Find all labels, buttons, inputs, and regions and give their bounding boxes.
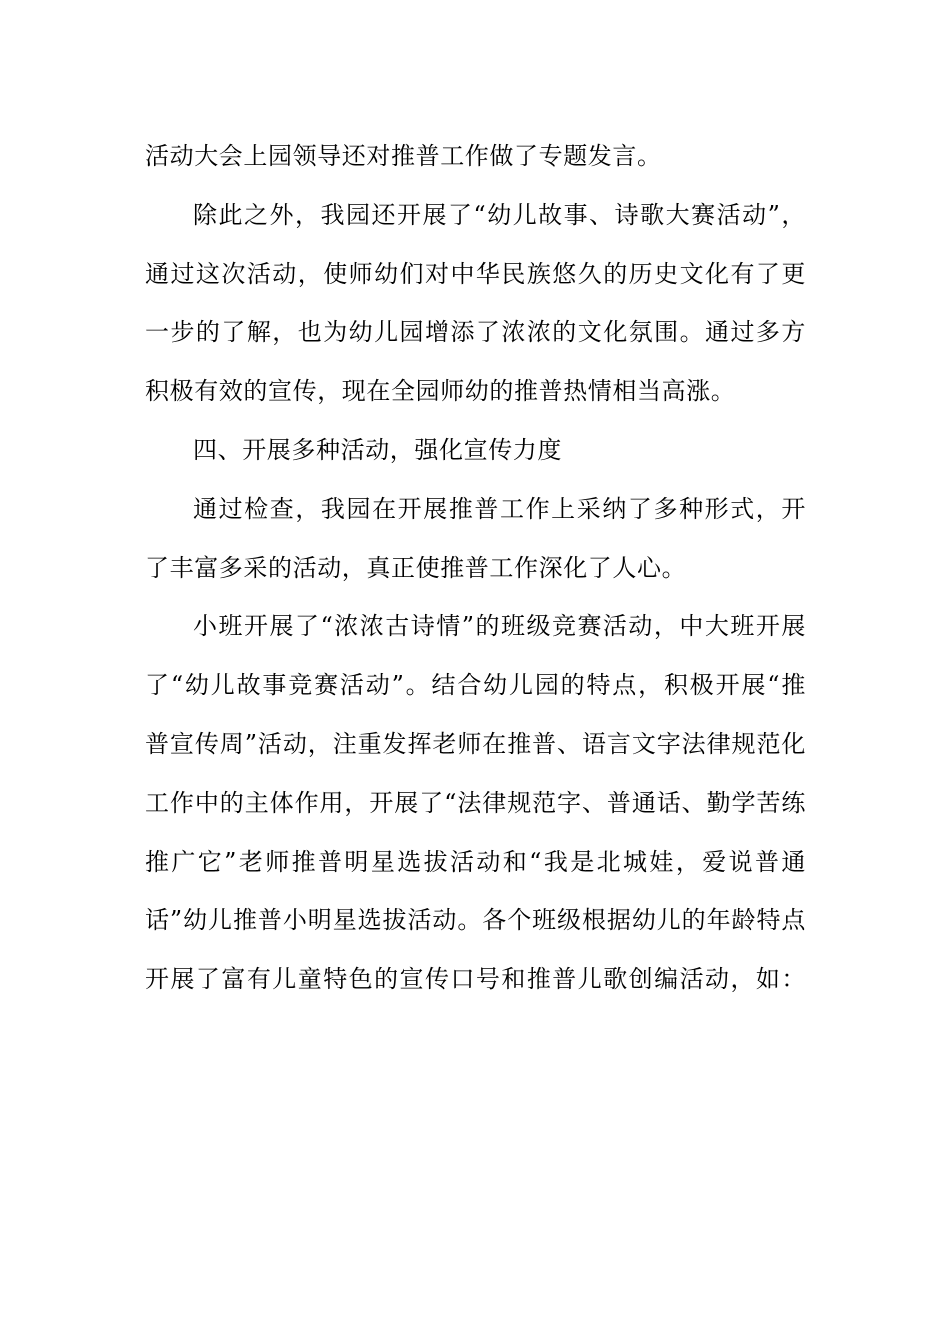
text-line: 开展了富有儿童特色的宣传口号和推普儿歌创编活动，如： [145, 965, 806, 994]
text-line: 推广它”老师推普明星选拔活动和“我是北城娃，爱说普通 [145, 847, 806, 876]
text-line: 活动大会上园领导还对推普工作做了专题发言。 [145, 142, 662, 170]
text-line: 小班开展了“浓浓古诗情”的班级竞赛活动，中大班开展 [193, 612, 806, 641]
text-line: 通过这次活动，使师幼们对中华民族悠久的历史文化有了更 [145, 259, 806, 288]
body-text [145, 127, 806, 1009]
text-line: 了“幼儿故事竞赛活动”。结合幼儿园的特点，积极开展“推 [145, 671, 806, 700]
text-line: 话”幼儿推普小明星选拔活动。各个班级根据幼儿的年龄特点 [145, 906, 806, 935]
text-line: 积极有效的宣传，现在全园师幼的推普热情相当高涨。 [145, 377, 736, 406]
text-line: 四、开展多种活动，强化宣传力度 [193, 435, 562, 464]
text-line: 除此之外，我园还开展了“幼儿故事、诗歌大赛活动”， [193, 200, 806, 229]
text-line: 了丰富多采的活动，真正使推普工作深化了人心。 [145, 553, 687, 582]
text-line: 一步的了解，也为幼儿园增添了浓浓的文化氛围。通过多方 [145, 318, 806, 347]
text-line: 普宣传周”活动，注重发挥老师在推普、语言文字法律规范化 [145, 729, 806, 758]
text-line: 工作中的主体作用，开展了“法律规范字、普通话、勤学苦练 [145, 788, 806, 817]
text-line: 通过检查，我园在开展推普工作上采纳了多种形式，开 [193, 494, 806, 523]
